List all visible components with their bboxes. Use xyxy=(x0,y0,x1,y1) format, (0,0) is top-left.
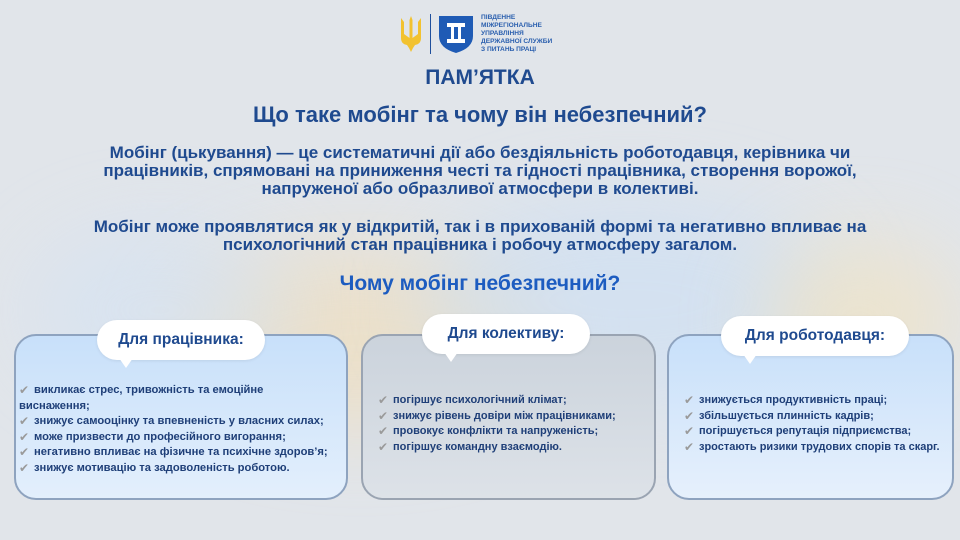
list-item: ✔ може призвести до професійного вигорання; xyxy=(19,429,286,444)
org-name-line: ПІВДЕННЕ xyxy=(481,14,516,21)
list-item: ✔ погіршує командну взаємодію. xyxy=(378,439,562,454)
list-item: ✔ знижує рівень довіри між працівниками; xyxy=(378,408,616,423)
card-team-label: Для колективу: xyxy=(422,314,590,354)
check-icon: ✔ xyxy=(378,424,389,439)
org-name-line: З ПИТАНЬ ПРАЦІ xyxy=(481,46,537,53)
list-item: ✔ збільшується плинність кадрів; xyxy=(684,408,874,423)
check-icon: ✔ xyxy=(378,439,389,454)
card-employer-label: Для роботодавця: xyxy=(721,316,909,356)
list-item: ✔ негативно впливає на фізичне та психічне здоров’я; xyxy=(19,445,328,460)
list-item: ✔ погіршує психологічний клімат; xyxy=(378,393,567,407)
trident-icon xyxy=(398,14,424,54)
definition-line: напруженої або образливої атмосфери в колективі. xyxy=(261,179,699,198)
list-item: ✔ знижується продуктивність праці; xyxy=(684,393,888,407)
card-worker-label: Для працівника: xyxy=(97,320,265,360)
check-icon: ✔ xyxy=(684,408,695,423)
page-subtitle: Що таке мобінг та чому він небезпечний? xyxy=(253,102,707,127)
list-item: ✔ викликає стрес, тривожність та емоційне xyxy=(19,383,264,397)
check-icon: ✔ xyxy=(19,460,30,475)
definition-line: Мобінг (цькування) — це систематичні дії або бездіяльність роботодавця, керівника чи xyxy=(109,143,851,162)
worker-consequences-list xyxy=(19,383,349,477)
forms-line: Мобінг може проявлятися як у відкритій, так і в прихованій формі та негативно впливає на xyxy=(93,217,867,236)
definition-paragraph xyxy=(40,144,920,198)
list-item: ✔ знижує мотивацію та задоволеність роботою. xyxy=(19,460,290,475)
check-icon: ✔ xyxy=(19,414,30,429)
organization-name xyxy=(481,14,577,54)
check-icon: ✔ xyxy=(19,383,30,397)
list-item: виснаження; xyxy=(19,399,90,412)
list-item: ✔ знижує самооцінку та впевненість у власних силах; xyxy=(19,414,324,429)
forms-paragraph xyxy=(40,218,920,254)
employer-consequences-list xyxy=(684,393,952,455)
org-name-line: ДЕРЖАВНОЇ СЛУЖБИ xyxy=(481,38,553,45)
why-heading: Чому мобінг небезпечний? xyxy=(339,272,621,295)
check-icon: ✔ xyxy=(684,439,695,454)
list-item: ✔ провокує конфлікти та напруженість; xyxy=(378,424,599,439)
header-logo xyxy=(398,12,577,56)
check-icon: ✔ xyxy=(19,445,30,460)
shield-logo-icon xyxy=(437,14,475,54)
org-name-line: УПРАВЛІННЯ xyxy=(481,30,524,37)
list-item: ✔ зростають ризики трудових спорів та скарг. xyxy=(684,439,940,454)
page-title: ПАМ’ЯТКА xyxy=(425,66,535,89)
logo-separator xyxy=(430,14,431,54)
forms-line: психологічний стан працівника і робочу атмосферу загалом. xyxy=(222,235,738,254)
definition-line: працівників, спрямовані на приниження честі та гідності працівника, створення ворожої, xyxy=(103,161,857,180)
list-item: ✔ погіршується репутація підприємства; xyxy=(684,424,912,439)
check-icon: ✔ xyxy=(378,393,389,407)
check-icon: ✔ xyxy=(684,393,695,407)
team-consequences-list xyxy=(378,393,654,455)
check-icon: ✔ xyxy=(19,429,30,444)
org-name-line: МІЖРЕГІОНАЛЬНЕ xyxy=(481,22,542,29)
check-icon: ✔ xyxy=(684,424,695,439)
check-icon: ✔ xyxy=(378,408,389,423)
